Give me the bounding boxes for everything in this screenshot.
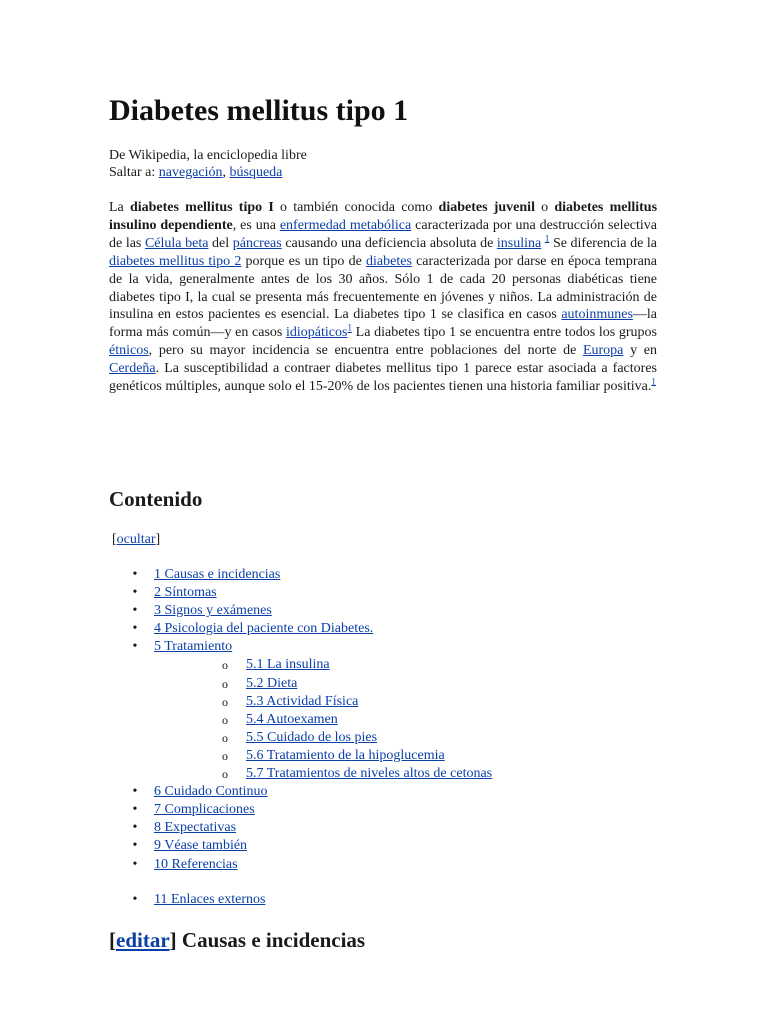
circle-bullet-icon: o (222, 712, 228, 727)
toc-list (109, 566, 492, 909)
circle-bullet-icon: o (222, 730, 228, 745)
link-cerdena[interactable]: Cerdeña (109, 361, 156, 377)
link-idiopaticos[interactable]: idiopáticos (286, 325, 348, 341)
toc-link-hipoglucemia[interactable]: 5.6 Tratamiento de la hipoglucemia (246, 747, 445, 763)
link-etnicos[interactable]: étnicos (109, 343, 149, 359)
toc-item (109, 837, 492, 855)
toc-item (109, 783, 492, 801)
toc-subitem (154, 711, 492, 729)
bullet-icon: • (132, 639, 138, 655)
intro-bold-term: diabetes juvenil (438, 200, 535, 215)
toc-item (109, 584, 492, 602)
toc-hide-link[interactable]: ocultar (116, 532, 156, 547)
site-subtitle: De Wikipedia, la enciclopedia libre (109, 148, 307, 163)
toc-subitem (154, 729, 492, 747)
intro-text: porque es un tipo de (241, 253, 367, 269)
toc-item (109, 891, 492, 909)
intro-text: caracterizada por una destrucción selectiva de las (109, 217, 657, 251)
toc-link-dieta[interactable]: 5.2 Dieta (246, 675, 298, 691)
reference-link[interactable]: 1 (347, 322, 352, 333)
toc-item (109, 856, 492, 874)
section-title: Causas e incidencias (181, 928, 366, 952)
circle-bullet-icon: o (222, 767, 228, 782)
bullet-icon: • (132, 802, 138, 818)
page-title: Diabetes mellitus tipo 1 (109, 94, 409, 127)
toc-link-cetonas[interactable]: 5.7 Tratamientos de niveles altos de cetonas (246, 766, 493, 782)
bullet-icon: • (132, 820, 138, 836)
intro-text: causando una deficiencia absoluta de (281, 235, 497, 251)
bullet-icon: • (132, 838, 138, 854)
bullet-icon: • (132, 603, 138, 619)
intro-text: , es una (232, 217, 280, 233)
toc-toggle (112, 531, 160, 548)
toc-item (109, 602, 492, 620)
toc-subitem (154, 675, 492, 693)
link-insulina[interactable]: insulina (496, 235, 542, 251)
toc-subitem (154, 656, 492, 674)
section-heading (109, 925, 365, 955)
toc-link-enlaces[interactable]: 11 Enlaces externos (154, 891, 266, 907)
toc-item (109, 620, 492, 638)
toc-link-tratamiento[interactable]: 5 Tratamiento (154, 639, 233, 655)
intro-text: caracterizada por darse en época temprana de la vida, generalmente antes de los 30 años. Sólo 1 de cada 20 personas diabéticas tiene diabetes tipo I, la cual se presenta más frecuentemente en jóvenes y niños. La administración de insulina en estos pacientes es esencial. La diabetes tipo 1 se clasifica en casos (109, 253, 658, 323)
toc-link-actividad[interactable]: 5.3 Actividad Física (246, 693, 359, 709)
edit-bracket: ] (169, 928, 182, 952)
intro-text: o (534, 200, 555, 215)
toc-item (109, 819, 492, 837)
edit-bracket: [ (109, 928, 116, 952)
jump-separator: , (222, 165, 230, 180)
bullet-icon: • (132, 621, 138, 637)
article-meta (109, 147, 307, 181)
circle-bullet-icon: o (222, 694, 228, 709)
intro-text: La diabetes tipo 1 se encuentra entre todos los grupos (351, 325, 658, 341)
edit-section-link[interactable]: editar (116, 928, 170, 952)
bullet-icon: • (132, 856, 138, 872)
toc-link-expectativas[interactable]: 8 Expectativas (154, 820, 237, 836)
toc-item (109, 566, 492, 584)
link-diabetes[interactable]: diabetes (366, 253, 412, 269)
intro-text: —la forma más común—y en casos (109, 307, 657, 341)
toc-link-autoexamen[interactable]: 5.4 Autoexamen (246, 711, 338, 727)
toc-sublist (154, 656, 492, 783)
table-of-contents (109, 566, 492, 909)
link-autoinmunes[interactable]: autoinmunes (561, 307, 633, 323)
toc-link-insulina[interactable]: 5.1 La insulina (246, 657, 330, 673)
circle-bullet-icon: o (222, 748, 228, 763)
toc-heading: Contenido (109, 487, 203, 511)
intro-text: y en (623, 343, 657, 359)
bullet-icon: • (132, 891, 138, 907)
toc-link-vease[interactable]: 9 Véase también (154, 838, 248, 854)
intro-text: Se diferencia de la (549, 235, 658, 251)
intro-paragraph (109, 199, 657, 396)
jump-prefix: Saltar a: (109, 165, 159, 180)
intro-text: del (208, 235, 233, 251)
reference-link[interactable]: 1 (544, 233, 550, 244)
toc-subitem (154, 693, 492, 711)
bullet-icon: • (132, 585, 138, 601)
bullet-icon: • (132, 567, 138, 582)
bullet-icon: • (132, 784, 138, 800)
intro-text: o también conocida como (273, 200, 439, 215)
toc-link-sintomas[interactable]: 2 Síntomas (154, 585, 217, 601)
link-pancreas[interactable]: páncreas (232, 235, 282, 251)
link-celula-beta[interactable]: Célula beta (144, 235, 209, 251)
jump-navigation-link[interactable]: navegación (158, 165, 223, 180)
toc-item (109, 638, 492, 783)
toc-subitem (154, 765, 492, 783)
toc-item (109, 801, 492, 819)
jump-links (109, 164, 307, 181)
intro-bold-term: diabetes mellitus insulino dependiente (109, 200, 658, 233)
toc-link-referencias[interactable]: 10 Referencias (154, 856, 238, 872)
link-enfermedad-metabolica[interactable]: enfermedad metabólica (279, 217, 412, 233)
toc-toggle-bracket: [ (112, 532, 117, 547)
toc-link-cuidado[interactable]: 6 Cuidado Continuo (154, 784, 268, 800)
toc-link-psicologia[interactable]: 4 Psicologia del paciente con Diabetes. (154, 621, 374, 637)
toc-link-signos[interactable]: 3 Signos y exámenes (154, 603, 272, 619)
toc-link-pies[interactable]: 5.5 Cuidado de los pies (246, 729, 378, 745)
intro-text: . La susceptibilidad a contraer diabetes mellitus tipo 1 parece estar asociada a factores genéticos múltiples, aunque solo el 15-20% de los pacientes tienen una historia familiar positiva. (109, 361, 657, 395)
toc-subitem (154, 747, 492, 765)
toc-toggle-bracket: ] (155, 532, 161, 547)
intro-text: , pero su mayor incidencia se encuentra entre poblaciones del norte de (148, 343, 583, 359)
link-diabetes-tipo-2[interactable]: diabetes mellitus tipo 2 (109, 253, 242, 269)
link-europa[interactable]: Europa (582, 343, 624, 359)
circle-bullet-icon: o (222, 658, 228, 673)
jump-search-link[interactable]: búsqueda (229, 165, 283, 180)
intro-bold-term: diabetes mellitus tipo I (129, 200, 274, 215)
reference-link[interactable]: 1 (651, 376, 656, 387)
toc-link-causas[interactable]: 1 Causas e incidencias (154, 567, 281, 582)
intro-text: La (109, 200, 130, 215)
toc-link-complicaciones[interactable]: 7 Complicaciones (154, 802, 255, 818)
circle-bullet-icon: o (222, 676, 228, 691)
